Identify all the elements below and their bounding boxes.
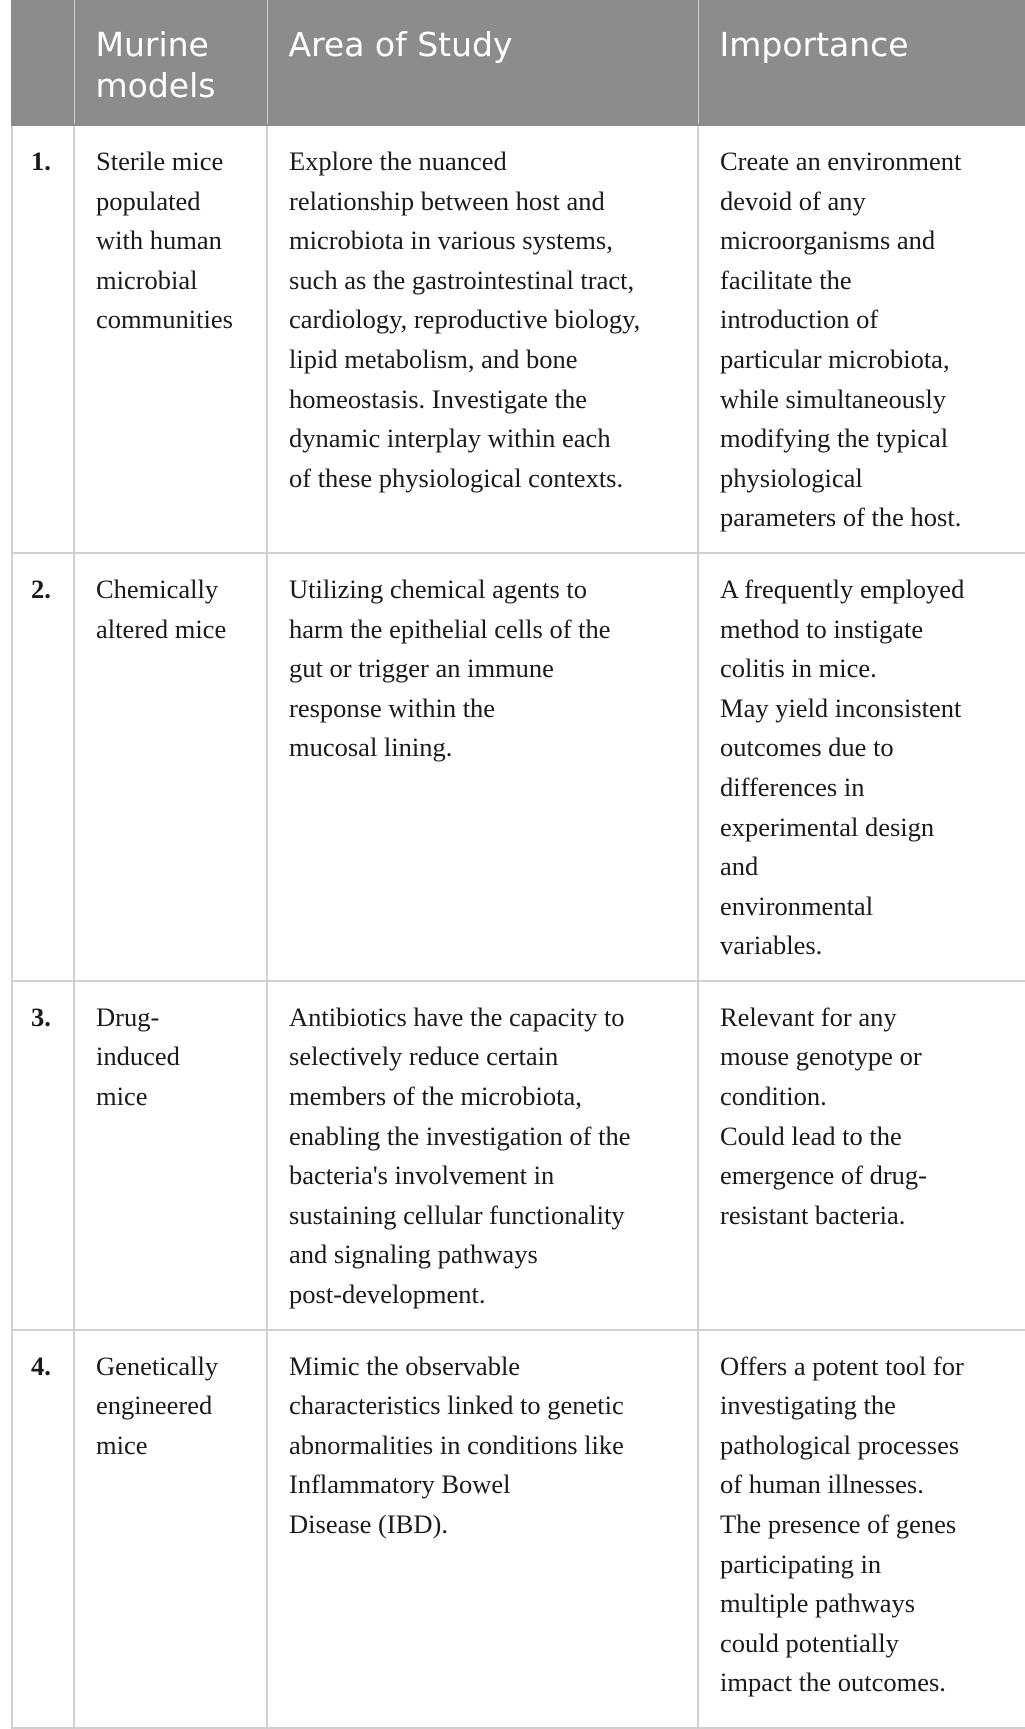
importance-cell: A frequently employed method to instigate colitis in mice. May yield inconsistent outcomes due to differences in experimental design and environmental variables. bbox=[698, 553, 1025, 981]
header-area-of-study: Area of Study bbox=[267, 0, 698, 125]
area-cell: Explore the nuanced relationship between host and microbiota in various systems, such as the gastrointestinal tract, cardiology, reproductive biology, lipid metabolism, and bone homeostasis. Investigate the dynamic interplay within each of these physiological contexts. bbox=[267, 125, 698, 553]
table-row bbox=[12, 1330, 1025, 1728]
table-row bbox=[12, 981, 1025, 1330]
header-importance: Importance bbox=[698, 0, 1025, 125]
header-row bbox=[12, 0, 1025, 125]
model-cell: Sterile mice populated with human microbial communities bbox=[74, 125, 267, 553]
table-row bbox=[12, 125, 1025, 553]
model-cell: Genetically engineered mice bbox=[74, 1330, 267, 1728]
header-number bbox=[12, 0, 74, 125]
area-cell: Utilizing chemical agents to harm the epithelial cells of the gut or trigger an immune response within the mucosal lining. bbox=[267, 553, 698, 981]
row-number: 1. bbox=[12, 125, 74, 553]
model-cell: Drug- induced mice bbox=[74, 981, 267, 1330]
area-cell: Antibiotics have the capacity to selectively reduce certain members of the microbiota, enabling the investigation of the bacteria's involvement in sustaining cellular functionality and signaling pathways post-development. bbox=[267, 981, 698, 1330]
model-cell: Chemically altered mice bbox=[74, 553, 267, 981]
importance-cell: Create an environment devoid of any microorganisms and facilitate the introduction of particular microbiota, while simultaneously modifying the typical physiological parameters of the host. bbox=[698, 125, 1025, 553]
row-number: 2. bbox=[12, 553, 74, 981]
table-body bbox=[12, 125, 1025, 1728]
importance-cell: Relevant for any mouse genotype or condition. Could lead to the emergence of drug- resistant bacteria. bbox=[698, 981, 1025, 1330]
row-number: 4. bbox=[12, 1330, 74, 1728]
header-murine-models: Murine models bbox=[74, 0, 267, 125]
murine-models-table bbox=[11, 0, 1025, 1729]
table-row bbox=[12, 553, 1025, 981]
importance-cell: Offers a potent tool for investigating the pathological processes of human illnesses. The presence of genes participating in multiple pathways could potentially impact the outcomes. bbox=[698, 1330, 1025, 1728]
row-number: 3. bbox=[12, 981, 74, 1330]
table-header bbox=[12, 0, 1025, 125]
area-cell: Mimic the observable characteristics linked to genetic abnormalities in conditions like Inflammatory Bowel Disease (IBD). bbox=[267, 1330, 698, 1728]
